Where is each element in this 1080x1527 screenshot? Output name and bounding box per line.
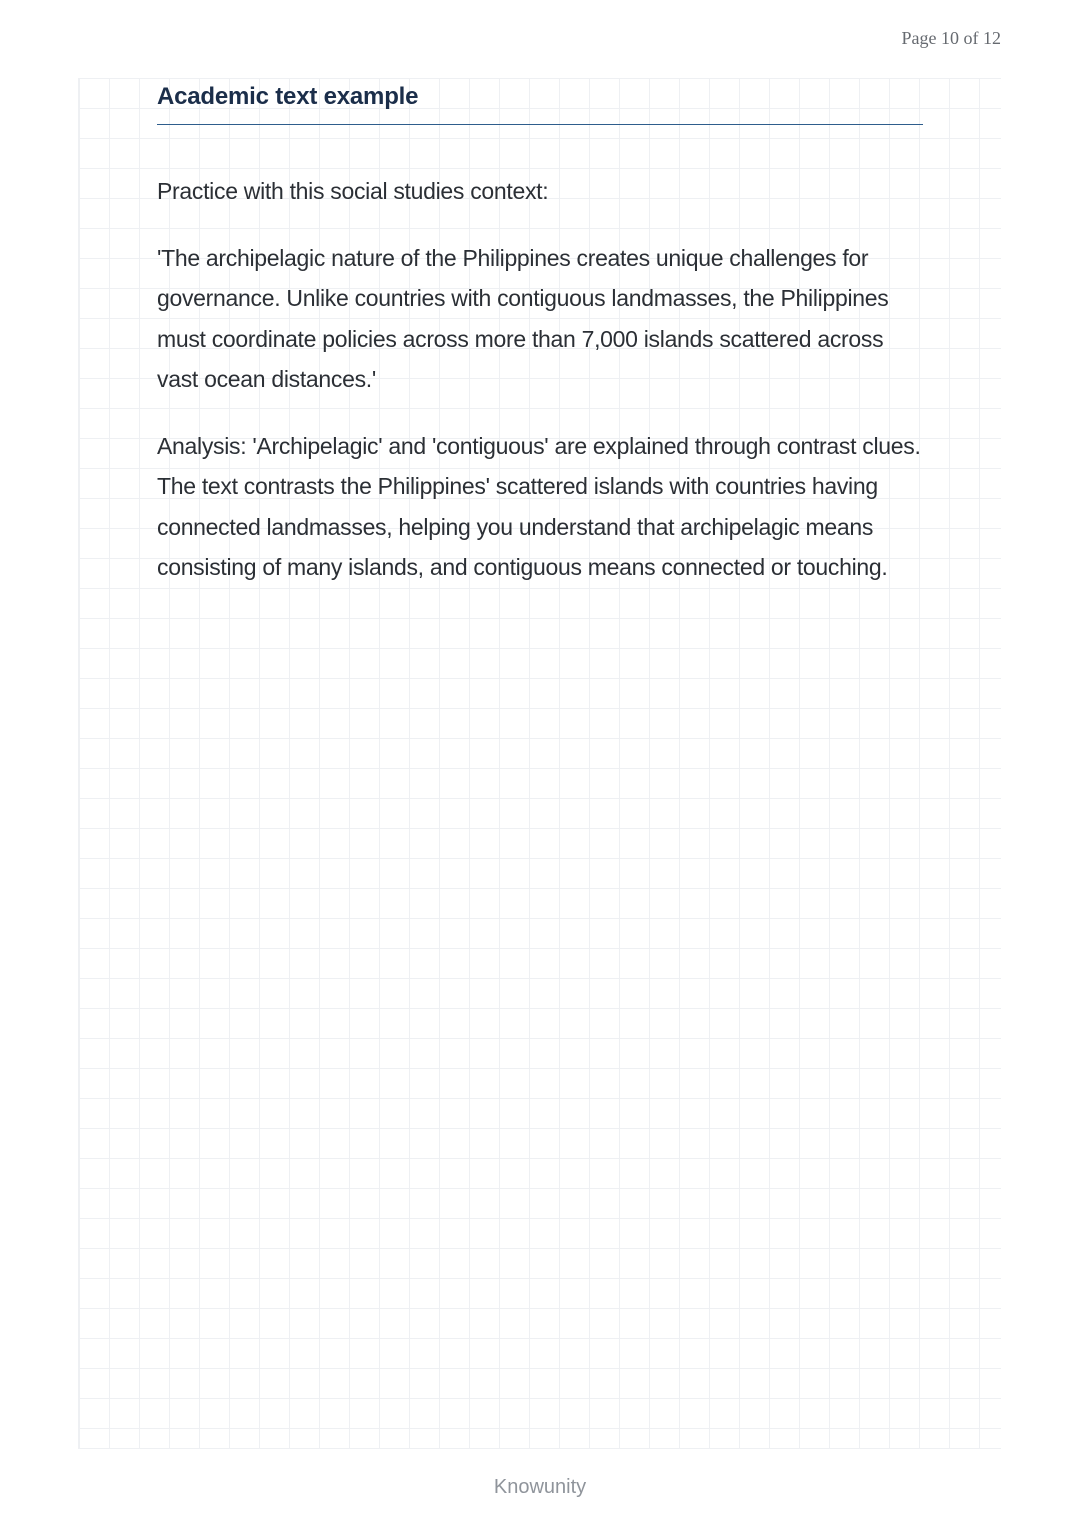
page-number: Page 10 of 12 (901, 28, 1001, 48)
section-heading: Academic text example (157, 83, 419, 110)
footer-brand: Knowunity (493, 1476, 587, 1498)
analysis-text: Analysis: 'Archipelagic' and 'contiguous' are explained through contrast clues. The text contrasts the Philippines' scattered islands with countries having connected landmasses, helping you understand that archipelagic means consisting of many islands, and contiguous means connected or touching. (157, 432, 921, 580)
intro-text: Practice with this social studies context: (157, 178, 549, 204)
page-content (157, 78, 927, 588)
quoted-passage: 'The archipelagic nature of the Philippines creates unique challenges for governance. Unlike countries with contiguous landmasses, the Philippines must coordinate policies across more than 7,000 islands scattered across vast ocean distances.' (157, 244, 889, 392)
heading-divider (157, 124, 923, 125)
